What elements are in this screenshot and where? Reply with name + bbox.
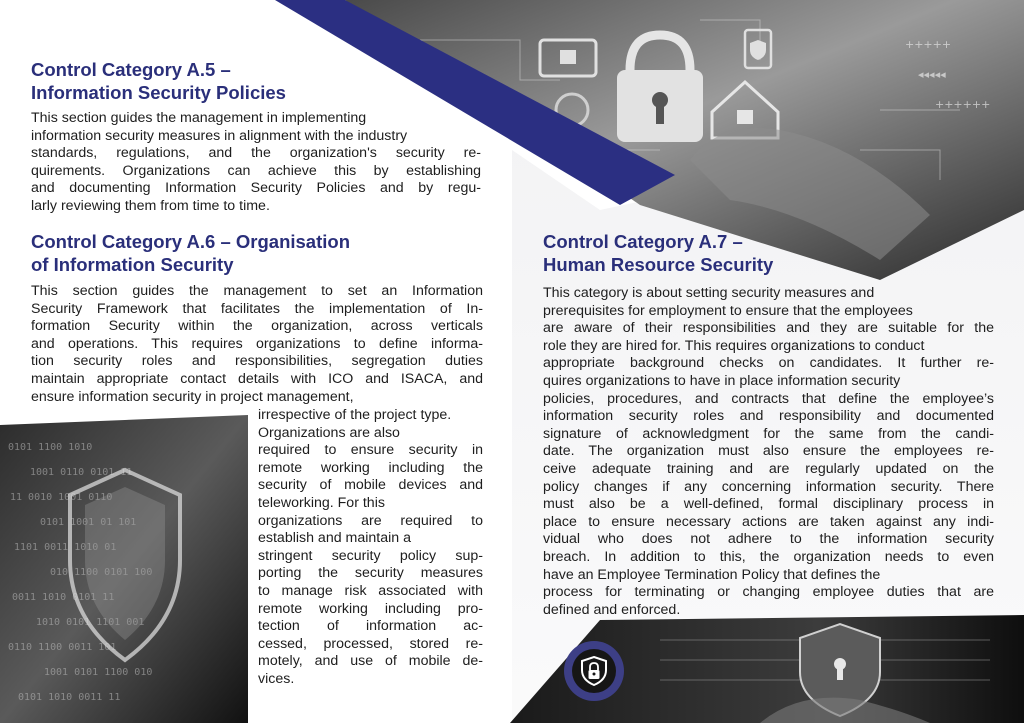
text-line: security of mobile devices and	[258, 477, 483, 494]
cyber-shield-photo	[0, 415, 248, 723]
body-a5	[31, 110, 481, 216]
heading-line: of Information Security	[31, 254, 234, 275]
text-line: establish and maintain a	[258, 530, 412, 547]
text-line: Security Framework that facilitates the implementation of In-	[31, 300, 483, 317]
text-line: information security measures in alignment with the industry	[31, 127, 408, 144]
svg-text:++++++: ++++++	[935, 98, 991, 111]
svg-text:1010 0101 1101 001: 1010 0101 1101 001	[36, 617, 145, 628]
text-line: vidual who does not adhere to the information security	[543, 531, 994, 548]
text-line: place to ensure necessary actions are taken against any indi-	[543, 513, 994, 530]
svg-text:1001 0110 0101 11: 1001 0110 0101 11	[30, 467, 133, 478]
heading-a6	[31, 230, 451, 276]
text-line: motely, and use of mobile de-	[258, 653, 483, 670]
text-line: appropriate background checks on candidates. It further re-	[543, 355, 994, 372]
svg-text:1001 0101 1100 010: 1001 0101 1100 010	[44, 667, 153, 678]
text-line: stringent security policy sup-	[258, 547, 483, 564]
text-line: have an Employee Termination Policy that defines the	[543, 566, 881, 583]
text-line: required to ensure security in	[258, 442, 483, 459]
text-line: breach. In addition to this, the organization needs to even	[543, 548, 994, 565]
text-line: process for terminating or changing employee duties that are	[543, 584, 994, 601]
text-line: signature of acknowledgment for the same from the candi-	[543, 425, 994, 442]
text-line: must also be a well-defined, formal disciplinary process in	[543, 496, 994, 513]
text-line: tion security roles and responsibilities, segregation duties	[31, 353, 483, 370]
text-line: remote working including the	[258, 459, 483, 476]
text-line: This category is about setting security measures and	[543, 285, 875, 301]
body-a7	[543, 285, 994, 619]
text-line: organizations are required to	[258, 512, 483, 529]
heading-line: Control Category A.6 – Organisation	[31, 231, 350, 252]
text-line: teleworking. For this	[258, 494, 385, 511]
text-line: quires organizations to have in place information security	[543, 372, 901, 389]
text-line: ensure information security in project management,	[31, 388, 354, 405]
text-line: maintain appropriate contact details with ICO and ISACA, and	[31, 370, 483, 387]
text-line: defined and enforced.	[543, 601, 681, 618]
heading-a5	[31, 58, 431, 104]
text-line: policies, procedures, and contracts that define the employee’s	[543, 390, 994, 407]
heading-line: Control Category A.5 –	[31, 59, 231, 80]
text-line: role they are hired for. This requires organizations to conduct	[543, 337, 925, 354]
text-line: tection of information ac-	[258, 618, 483, 635]
svg-text:+++++: +++++	[905, 38, 952, 51]
svg-text:010 1100 0101 100: 010 1100 0101 100	[50, 567, 153, 578]
text-line: quirements. Organizations can achieve this by establishing	[31, 162, 481, 179]
text-line: This section guides the management to set an Information	[31, 283, 483, 299]
heading-a7	[543, 230, 963, 276]
svg-text:0101 1001 01 101: 0101 1001 01 101	[40, 517, 137, 528]
text-line: formation Security within the organization, across verticals	[31, 318, 483, 335]
text-line: This section guides the management in implementing	[31, 110, 367, 126]
text-line: vices.	[258, 670, 295, 687]
heading-line: Control Category A.7 –	[543, 231, 743, 252]
text-line: ceive adequate training and are regularly updated on the	[543, 460, 994, 477]
heading-line: Human Resource Security	[543, 254, 774, 275]
heading-line: Information Security Policies	[31, 82, 286, 103]
svg-text:11 0010 1001 0110: 11 0010 1001 0110	[10, 492, 113, 503]
text-line: policy changes if any concerning information security. There	[543, 478, 994, 495]
text-line: to manage risk associated with	[258, 582, 483, 599]
svg-text:◂◂◂◂◂: ◂◂◂◂◂	[918, 68, 946, 81]
text-line: remote working including pro-	[258, 600, 483, 617]
text-line: and documenting Information Security Policies and by regu-	[31, 180, 481, 197]
text-line: cessed, processed, stored re-	[258, 635, 483, 652]
text-line: irrespective of the project type.	[258, 407, 452, 423]
body-a6-continued	[258, 407, 483, 689]
shield-lock-badge-icon	[580, 656, 608, 686]
text-line: larly reviewing them from time to time.	[31, 197, 270, 214]
text-line: prerequisites for employment to ensure that the employees	[543, 302, 913, 319]
text-line: standards, regulations, and the organization's security re-	[31, 145, 481, 162]
shield-lock-badge	[564, 641, 624, 701]
text-line: date. The organization must also ensure the employees re-	[543, 443, 994, 460]
body-a6	[31, 283, 483, 406]
shield-lock-badge-inner	[572, 649, 616, 693]
svg-text:0101 1010 0011 11: 0101 1010 0011 11	[18, 692, 121, 703]
svg-text:0101 1100 1010: 0101 1100 1010	[8, 442, 93, 453]
text-line: Organizations are also	[258, 424, 400, 441]
text-line: are aware of their responsibilities and they are suitable for the	[543, 320, 994, 337]
svg-text:0110 1100 0011 101: 0110 1100 0011 101	[8, 642, 117, 653]
text-line: information security roles and responsibility and documented	[543, 408, 994, 425]
text-line: and operations. This requires organizations to define informa-	[31, 335, 483, 352]
text-line: porting the security measures	[258, 565, 483, 582]
svg-text:0011 1010 0101 11: 0011 1010 0101 11	[12, 592, 115, 603]
svg-text:1101 0011 1010 01: 1101 0011 1010 01	[14, 542, 117, 553]
